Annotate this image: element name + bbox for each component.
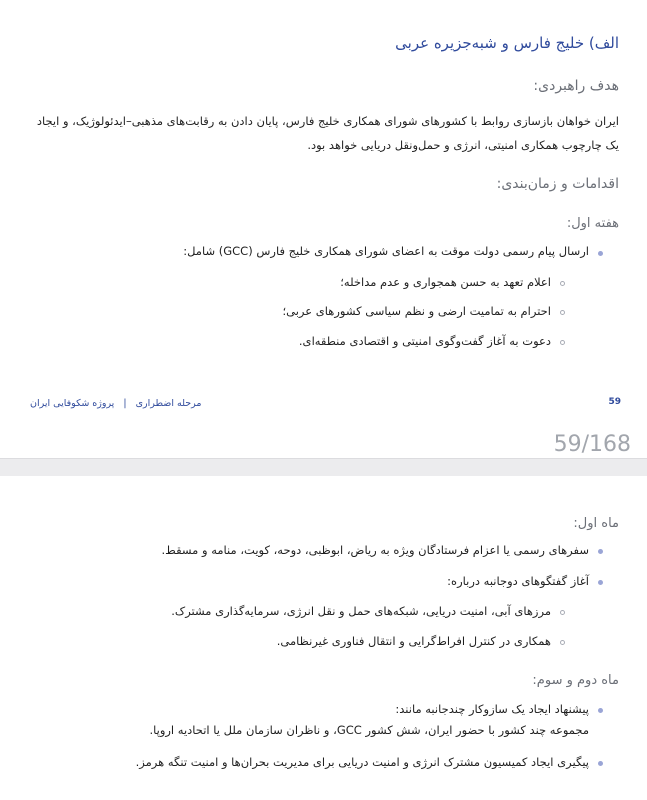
document-page-60 [0, 476, 647, 800]
goal-paragraph: ایران خواهان بازسازی روابط با کشورهای شورای همکاری خلیج فارس، پایان دادن به رقابت‌های مذهبی–ایدئولوژیک، و ایجاد یک چارچوب همکاری امنیتی، انرژی و حمل‌ونقل دریایی خواهد بود. [36, 114, 619, 152]
month-two-three-item: پیگیری ایجاد کمیسیون مشترک انرژی و امنیت دریایی برای مدیریت بحران‌ها و امنیت تنگه هرمز. [135, 755, 589, 769]
bullet-icon [598, 761, 603, 766]
page-separator [0, 458, 647, 477]
page-counter: 59/168 [553, 432, 631, 457]
week-subitem: دعوت به آغاز گفت‌وگوی امنیتی و اقتصادی منطقه‌ای. [298, 334, 551, 348]
bullet-icon [598, 580, 603, 585]
month-two-three-item: پیشنهاد ایجاد یک سازوکار چندجانبه مانند: [395, 702, 589, 716]
month-one-item: سفرهای رسمی یا اعزام فرستادگان ویژه به ریاض، ابوظبی، دوحه، کویت، منامه و مسقط. [161, 543, 589, 557]
footer-project: پروژه شکوفایی ایران [30, 398, 115, 409]
page-number: 59 [608, 397, 621, 407]
circle-bullet-icon [560, 640, 565, 645]
bullet-icon [598, 708, 603, 713]
circle-bullet-icon [560, 610, 565, 615]
month-one-heading: ماه اول: [573, 516, 619, 531]
month-one-subitem: مرزهای آبی، امنیت دریایی، شبکه‌های حمل و نقل انرژی، سرمایه‌گذاری مشترک. [171, 604, 551, 618]
month-two-three-heading: ماه دوم و سوم: [532, 673, 619, 688]
footer-phase: مرحله اضطراری [135, 398, 202, 409]
circle-bullet-icon [560, 281, 565, 286]
bullet-icon [598, 251, 603, 256]
week-subitem: اعلام تعهد به حسن همجواری و عدم مداخله؛ [340, 275, 551, 289]
circle-bullet-icon [560, 340, 565, 345]
actions-heading: اقدامات و زمان‌بندی: [496, 176, 619, 192]
section-title: الف) خلیج فارس و شبه‌جزیره عربی [395, 34, 619, 52]
month-one-subitem: همکاری در کنترل افراط‌گرایی و انتقال فناوری غیرنظامی. [276, 634, 551, 648]
circle-bullet-icon [560, 310, 565, 315]
week-one-heading: هفته اول: [566, 216, 619, 231]
page-footer [30, 398, 201, 409]
month-two-three-item-continuation: مجموعه چند کشور با حضور ایران، شش کشور GCC، و ناظران سازمان ملل یا اتحادیه اروپا. [149, 723, 589, 737]
month-one-item: آغاز گفتگوهای دوجانبه درباره: [447, 574, 589, 588]
goal-heading: هدف راهبردی: [533, 78, 619, 94]
week-subitem: احترام به تمامیت ارضی و نظم سیاسی کشورهای عربی؛ [282, 304, 551, 318]
bullet-icon [598, 549, 603, 554]
week-item: ارسال پیام رسمی دولت موقت به اعضای شورای همکاری خلیج فارس (GCC) شامل: [183, 244, 589, 258]
footer-separator: | [123, 398, 127, 409]
